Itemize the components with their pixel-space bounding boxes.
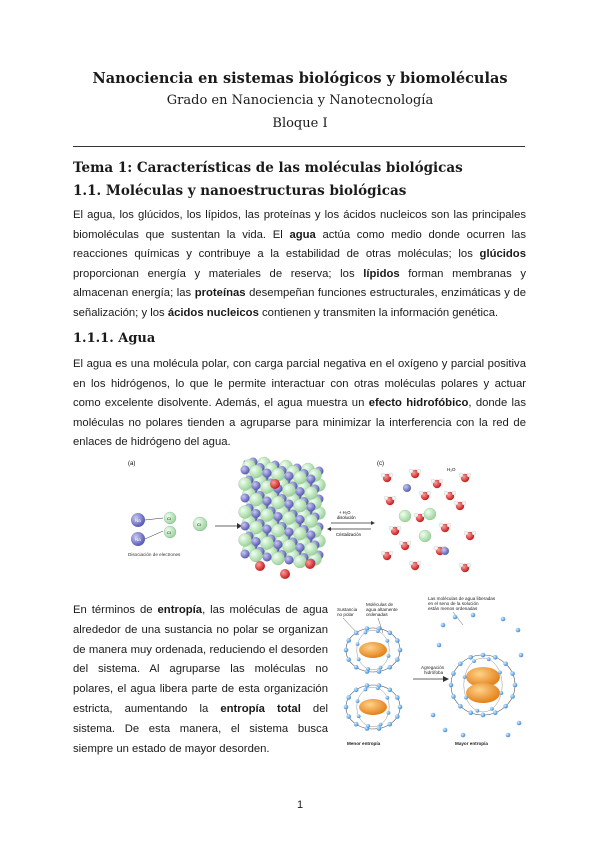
lattice-ion — [241, 466, 250, 475]
lattice-ion — [261, 537, 274, 550]
lattice-ion — [285, 556, 294, 565]
low-entropy-caption: Menor entropía — [347, 741, 381, 746]
lattice-ion — [294, 555, 307, 568]
svg-text:Agregación: Agregación — [421, 665, 445, 670]
water-node — [357, 714, 361, 718]
water-node — [354, 722, 359, 727]
water-node — [451, 671, 456, 676]
lattice-ion — [283, 484, 296, 497]
lattice-ion — [241, 522, 250, 531]
block-label: Bloque I — [272, 116, 328, 131]
water-node — [385, 639, 389, 643]
hydrophobic-effect-figure — [333, 595, 525, 750]
lattice-ion — [272, 496, 285, 509]
water-hydrogen — [409, 561, 413, 565]
lattice-ion — [307, 531, 316, 540]
water-node — [346, 695, 351, 700]
water-hydrogen — [389, 526, 393, 530]
lattice-ion — [252, 509, 261, 518]
water-hydrogen — [454, 501, 458, 505]
water-hydrogen — [434, 546, 438, 550]
water-hydrogen — [467, 563, 471, 567]
lattice-ion — [250, 493, 263, 506]
lattice-ion — [263, 553, 272, 562]
water-hydrogen — [381, 551, 385, 555]
water-node — [354, 665, 359, 670]
hydrated-ion — [419, 530, 431, 542]
water-hydrogen — [414, 513, 418, 517]
released-water — [431, 713, 436, 718]
dissolution-arrows — [327, 510, 375, 537]
water-node — [458, 661, 463, 666]
water-node — [493, 655, 498, 660]
lattice-ion — [274, 540, 283, 549]
water-node — [395, 695, 400, 700]
panel-a-ions — [128, 512, 242, 557]
water-hydrogen — [444, 491, 448, 495]
svg-text:no polar: no polar — [337, 612, 354, 617]
water-node — [513, 683, 518, 688]
lattice-ion — [263, 525, 272, 534]
water-hydrogen — [417, 469, 421, 473]
lattice-ion — [283, 540, 296, 553]
lattice-ion — [241, 494, 250, 503]
water-node — [464, 696, 468, 700]
water-node — [481, 653, 486, 658]
lattice-ion — [305, 487, 318, 500]
water-hydrogen — [462, 501, 466, 505]
lattice-ion — [272, 552, 285, 565]
lattice-ion — [307, 503, 316, 512]
lattice-ion — [239, 506, 252, 519]
water-node — [498, 671, 502, 675]
lattice-ion — [294, 471, 307, 484]
water-node — [346, 657, 351, 662]
water-node — [398, 648, 403, 653]
water-paragraph: El agua es una molécula polar, con carga parcial negativa en el oxígeno y parcial positiva en los hidrógenos, lo que le permite interactuar con otras moléculas polares y actuar como excelente disolvente. Además, el agua muestra un efecto hidrofóbico, donde las moléculas no polares tienden a agruparse para minimizar la interferencia con la red de enlaces de hidrógeno del agua. — [73, 358, 526, 449]
panel-a-caption: Disociación de electrones — [128, 552, 181, 557]
hydrated-ions — [381, 469, 476, 572]
water-node — [387, 711, 391, 715]
intro-paragraph: El agua, los glúcidos, los lípidos, las proteínas y los ácidos nucleicos son las principales biomoléculas que sustentan la vida. El agua actúa como medio donde ocurren las reacciones químicas y contribuye a la estabilidad de otras moléculas; los glúcidos proporcionan energía y materiales de reserva; los lípidos forman membranas y almacenan energía; las proteínas desempeñan funciones estructurales, enzimáticas y de señalización; y los ácidos nucleicos contienen y transmiten la información genética. — [73, 209, 526, 319]
svg-text:están menos ordenadas: están menos ordenadas — [428, 606, 478, 611]
water-hydrogen — [392, 496, 396, 500]
water-node — [388, 630, 393, 635]
section-heading: 1.1. Moléculas y nanoestructuras biológicas — [73, 183, 407, 199]
water-hydrogen — [459, 563, 463, 567]
hydrated-ion — [441, 547, 449, 555]
lattice-ion — [263, 497, 272, 506]
water-label: H₂O — [447, 467, 456, 472]
water-node — [385, 696, 389, 700]
water-node — [366, 724, 370, 728]
water-node — [395, 638, 400, 643]
lattice-ion — [307, 475, 316, 484]
svg-text:hidrófoba: hidrófoba — [424, 670, 444, 675]
lattice-ion — [272, 524, 285, 537]
water-molecule — [305, 559, 315, 569]
water-hydrogen — [397, 526, 401, 530]
water-node — [481, 713, 486, 718]
panel-a-label: (a) — [128, 461, 136, 467]
topic-heading: Tema 1: Características de las moléculas biológicas — [73, 160, 463, 176]
water-node — [364, 688, 368, 692]
nacl-dissolution-figure — [125, 456, 495, 581]
water-node — [376, 686, 380, 690]
water-node — [398, 705, 403, 710]
water-node — [451, 694, 456, 699]
svg-text:Na: Na — [135, 518, 141, 523]
water-cages — [344, 613, 524, 738]
water-node — [499, 691, 503, 695]
water-node — [468, 710, 473, 715]
lattice-ion — [296, 487, 305, 496]
svg-text:Las moléculas de agua liberada: Las moléculas de agua liberadas — [428, 596, 496, 601]
svg-text:+ H₂O: + H₂O — [339, 510, 351, 515]
nonpolar-substance — [359, 642, 387, 658]
svg-text:Cl: Cl — [197, 522, 201, 527]
lattice-ion — [239, 534, 252, 547]
lattice-ion — [294, 527, 307, 540]
released-water — [453, 615, 458, 620]
degree-name: Grado en Nanociencia y Nanotecnología — [166, 93, 434, 108]
water-node — [468, 655, 473, 660]
header-divider — [73, 146, 525, 147]
water-hydrogen — [467, 473, 471, 477]
water-node — [490, 707, 494, 711]
water-hydrogen — [407, 541, 411, 545]
water-hydrogen — [419, 491, 423, 495]
water-hydrogen — [431, 479, 435, 483]
released-water — [501, 617, 506, 622]
water-node — [510, 694, 515, 699]
svg-text:Sustancia: Sustancia — [337, 607, 358, 612]
page-number: 1 — [296, 799, 304, 811]
water-hydrogen — [381, 473, 385, 477]
water-node — [449, 683, 454, 688]
water-hydrogen — [459, 473, 463, 477]
lattice-ion — [274, 512, 283, 521]
water-node — [344, 705, 349, 710]
water-hydrogen — [439, 523, 443, 527]
released-water — [461, 733, 466, 738]
water-node — [493, 710, 498, 715]
lattice-ion — [252, 481, 261, 490]
panel-c-label: (c) — [377, 461, 384, 467]
lattice-ion — [285, 528, 294, 537]
water-node — [376, 629, 380, 633]
water-node — [354, 687, 359, 692]
lattice-ion — [305, 543, 318, 556]
lattice-ion — [285, 472, 294, 481]
water-hydrogen — [399, 541, 403, 545]
nonpolar-substance — [359, 699, 387, 715]
lattice-ion — [263, 469, 272, 478]
released-water — [506, 733, 511, 738]
lattice-ion — [261, 509, 274, 522]
high-entropy-caption: Mayor entropía — [455, 741, 488, 746]
svg-text:ordenadas: ordenadas — [366, 612, 388, 617]
water-node — [346, 714, 351, 719]
entropy-paragraph: En términos de entropía, las moléculas de agua alrededor de una sustancia no polar se organizan de manera muy ordenada, reduciendo el desorden del sistema. Al agruparse las moléculas no polares, el agua libera parte de esta organización estricta, aumentando la entropía total del sistema. De esta manera, el sistema busca siempre un estado de mayor desorden. — [73, 604, 328, 755]
lattice-ion — [250, 521, 263, 534]
water-node — [388, 687, 393, 692]
water-node — [472, 659, 476, 663]
released-water — [441, 623, 446, 628]
water-hydrogen — [464, 531, 468, 535]
water-hydrogen — [447, 523, 451, 527]
hydrated-ion — [399, 510, 411, 522]
svg-text:Cl: Cl — [167, 516, 171, 521]
water-hydrogen — [409, 469, 413, 473]
water-hydrogen — [452, 491, 456, 495]
water-node — [475, 709, 479, 713]
water-molecule — [270, 479, 280, 489]
released-water — [443, 728, 448, 733]
water-node — [503, 704, 508, 709]
water-node — [387, 654, 391, 658]
water-node — [503, 661, 508, 666]
water-node — [395, 714, 400, 719]
subsection-heading: 1.1.1. Agua — [73, 331, 156, 346]
water-node — [356, 699, 360, 703]
lattice-ion — [296, 515, 305, 524]
water-node — [388, 665, 393, 670]
water-hydrogen — [427, 491, 431, 495]
lattice-ion — [296, 543, 305, 552]
nacl-crystal-lattice — [239, 457, 326, 579]
svg-text:en el seno de la solución: en el seno de la solución — [428, 601, 479, 606]
water-node — [510, 671, 515, 676]
lattice-ion — [250, 465, 263, 478]
water-node — [357, 657, 361, 661]
water-node — [364, 631, 368, 635]
water-node — [365, 683, 370, 688]
lattice-ion — [252, 537, 261, 546]
water-node — [377, 669, 382, 674]
water-hydrogen — [389, 551, 393, 555]
water-node — [458, 704, 463, 709]
water-molecule — [255, 561, 265, 571]
svg-text:Cl: Cl — [167, 530, 171, 535]
water-node — [395, 657, 400, 662]
water-node — [346, 638, 351, 643]
released-water — [517, 721, 522, 726]
svg-text:agua altamente: agua altamente — [366, 607, 398, 612]
water-node — [344, 648, 349, 653]
lattice-ion — [241, 550, 250, 559]
hydrated-ion — [403, 484, 411, 492]
svg-text:Cristalización: Cristalización — [336, 532, 361, 537]
water-node — [463, 675, 467, 679]
released-water — [437, 643, 442, 648]
water-node — [388, 722, 393, 727]
lattice-ion — [285, 500, 294, 509]
svg-text:Na: Na — [135, 537, 141, 542]
lattice-ion — [294, 499, 307, 512]
svg-text:Moléculas de: Moléculas de — [366, 602, 394, 607]
water-node — [365, 626, 370, 631]
water-molecule — [280, 569, 290, 579]
water-node — [354, 630, 359, 635]
released-water — [516, 628, 521, 633]
water-node — [377, 726, 382, 731]
lattice-ion — [239, 478, 252, 491]
released-water — [519, 653, 524, 658]
lattice-ion — [305, 515, 318, 528]
water-hydrogen — [472, 531, 476, 535]
water-hydrogen — [384, 496, 388, 500]
water-node — [379, 666, 383, 670]
water-node — [366, 667, 370, 671]
water-hydrogen — [439, 479, 443, 483]
hydrated-ion — [424, 508, 436, 520]
lattice-ion — [283, 512, 296, 525]
lattice-ion — [250, 549, 263, 562]
water-node — [379, 723, 383, 727]
nonpolar-substance — [466, 683, 500, 703]
released-water — [471, 613, 476, 618]
water-node — [487, 657, 491, 661]
document-title: Nanociencia en sistemas biológicos y biomoléculas — [92, 70, 508, 87]
lattice-ion — [272, 468, 285, 481]
water-node — [356, 642, 360, 646]
water-hydrogen — [389, 473, 393, 477]
svg-text:disolución: disolución — [337, 515, 356, 520]
water-hydrogen — [417, 561, 421, 565]
